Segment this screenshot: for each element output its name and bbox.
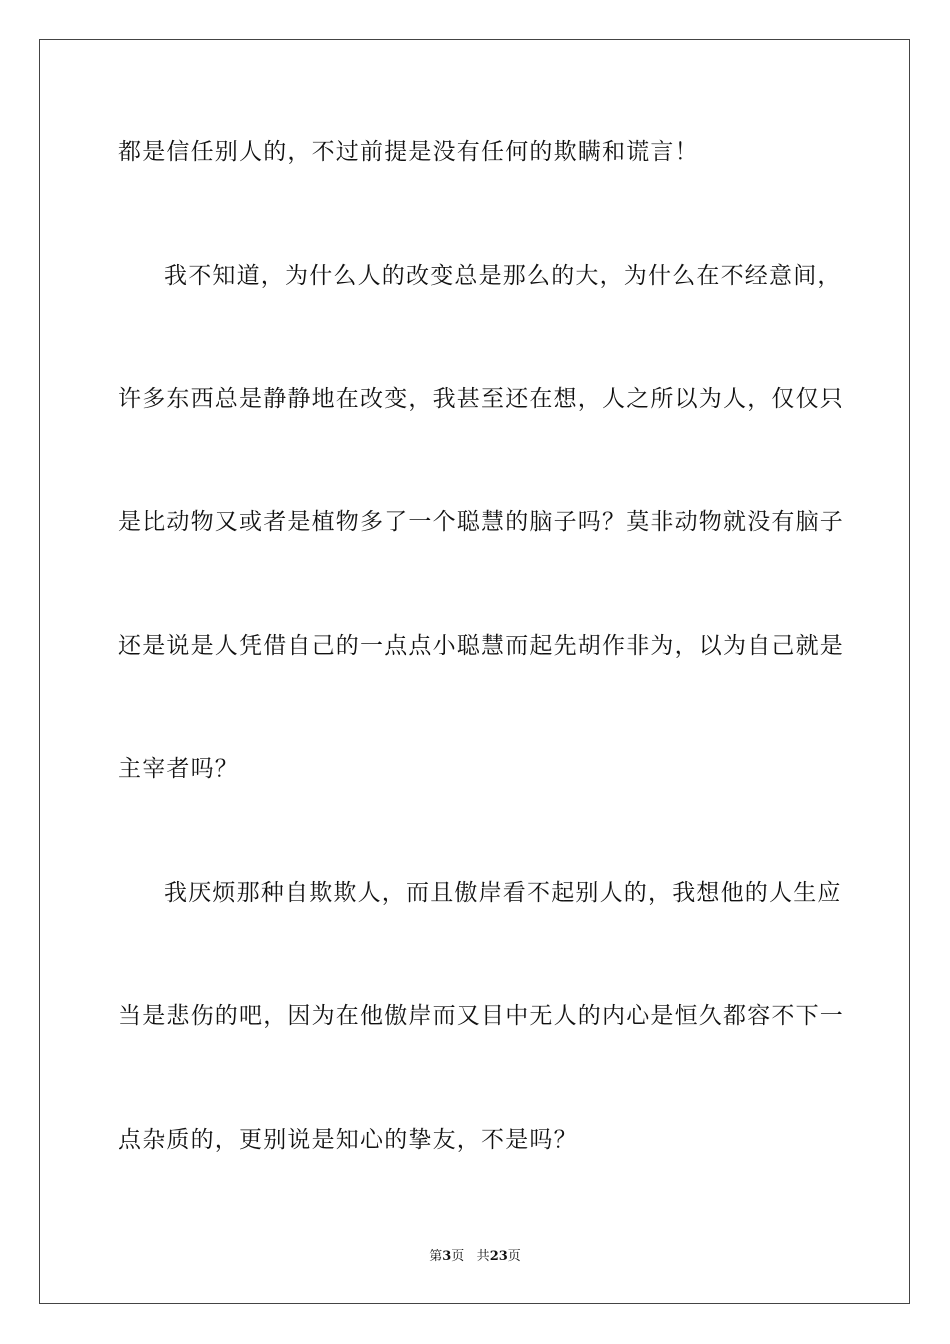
page-prefix: 第 bbox=[429, 1249, 443, 1264]
total-pages: 23 bbox=[489, 1249, 508, 1264]
text-line: 是比动物又或者是植物多了一个聪慧的脑子吗？莫非动物就没有脑子 bbox=[118, 509, 844, 535]
total-prefix: 共 bbox=[476, 1249, 490, 1264]
text-line: 点杂质的，更别说是知心的挚友，不是吗？ bbox=[118, 1127, 578, 1153]
text-line: 当是悲伤的吧，因为在他傲岸而又目中无人的内心是恒久都容不下一 bbox=[118, 1003, 844, 1029]
text-line: 我不知道，为什么人的改变总是那么的大，为什么在不经意间， bbox=[164, 263, 842, 289]
text-line: 主宰者吗？ bbox=[118, 756, 239, 782]
text-line: 还是说是人凭借自己的一点点小聪慧而起先胡作非为，以为自己就是 bbox=[118, 633, 844, 659]
page-border bbox=[39, 39, 910, 1304]
total-suffix: 页 bbox=[507, 1249, 521, 1264]
text-line: 我厌烦那种自欺欺人，而且傲岸看不起别人的，我想他的人生应 bbox=[164, 880, 842, 906]
page-number: 3 bbox=[442, 1249, 452, 1264]
text-line: 都是信任别人的，不过前提是没有任何的欺瞒和谎言！ bbox=[118, 139, 699, 165]
page-footer bbox=[0, 1248, 950, 1266]
page-suffix: 页 bbox=[451, 1249, 465, 1264]
text-line: 许多东西总是静静地在改变，我甚至还在想，人之所以为人，仅仅只 bbox=[118, 386, 844, 412]
